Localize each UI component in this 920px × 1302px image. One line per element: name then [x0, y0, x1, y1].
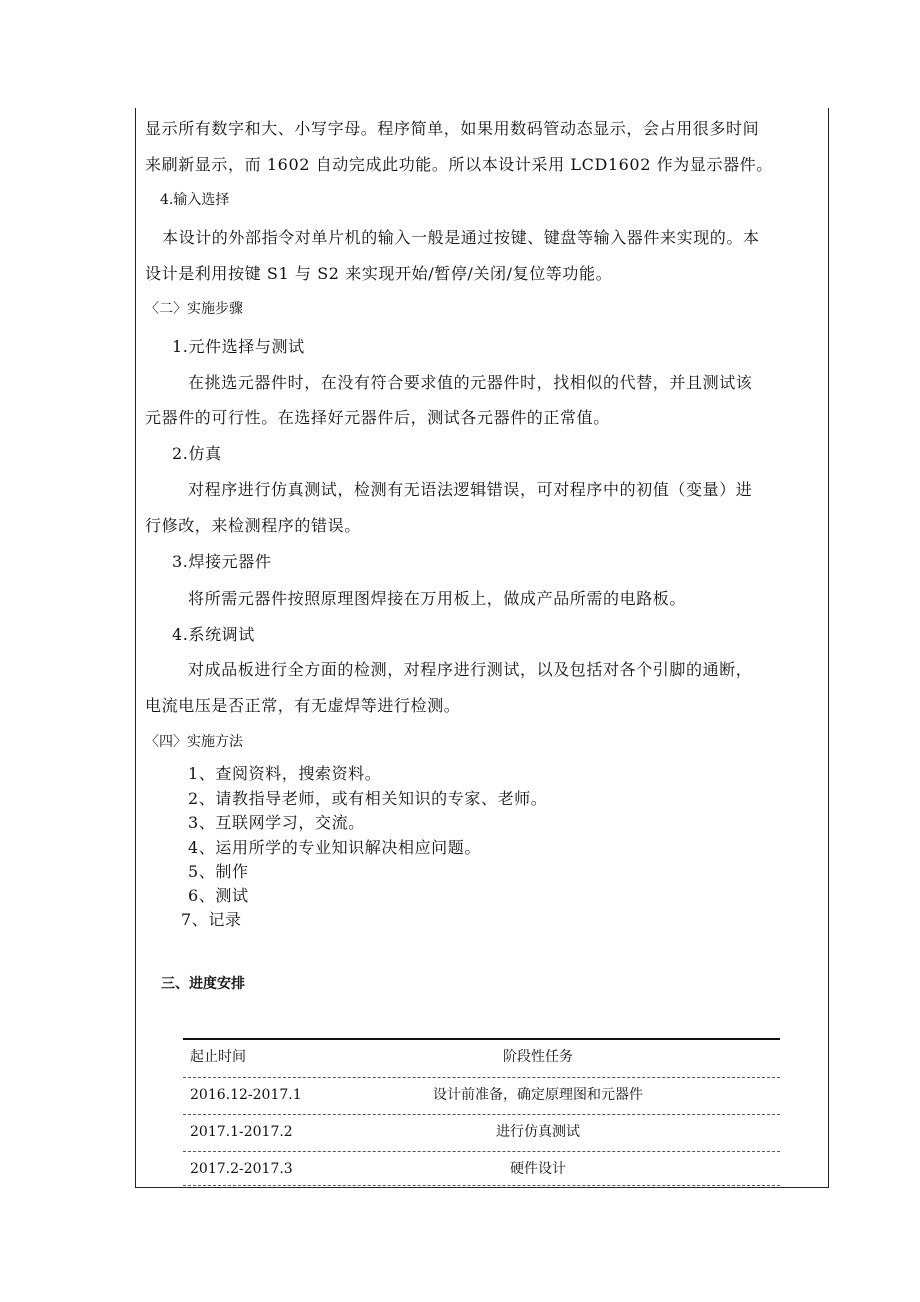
- paragraph-line: 电流电压是否正常，有无虚焊等进行检测。: [145, 696, 461, 715]
- method-item: 3、互联网学习，交流。: [188, 813, 365, 832]
- table-header-time: 起止时间: [190, 1049, 246, 1065]
- paragraph-line: 来刷新显示，而 1602 自动完成此功能。所以本设计采用 LCD1602 作为显示器件。: [145, 155, 773, 174]
- table-cell-time: 2017.1-2017.2: [190, 1124, 293, 1140]
- step-heading-3: 3.焊接元器件: [172, 552, 272, 571]
- paragraph-line: 对成品板进行全方面的检测，对程序进行测试，以及包括对各个引脚的通断，: [188, 660, 753, 679]
- step-heading-2: 2.仿真: [172, 444, 222, 463]
- paragraph-line: 行修改，来检测程序的错误。: [145, 516, 361, 535]
- method-item: 7、记录: [181, 910, 242, 929]
- table-top-rule: [183, 1038, 780, 1040]
- step-heading-1: 1.元件选择与测试: [172, 337, 305, 356]
- table-cell-time: 2017.2-2017.3: [190, 1161, 293, 1177]
- table-divider: [183, 1185, 780, 1186]
- table-cell-task: 设计前准备，确定原理图和元器件: [433, 1087, 643, 1103]
- paragraph-line: 设计是利用按键 S1 与 S2 来实现开始/暂停/关闭/复位等功能。: [145, 264, 613, 283]
- section-heading-steps: 〈二〉实施步骤: [145, 301, 243, 317]
- paragraph-line: 在挑选元器件时，在没有符合要求值的元器件时，找相似的代替，并且测试该: [188, 373, 753, 392]
- table-cell-task: 硬件设计: [510, 1161, 566, 1177]
- section-heading-methods: 〈四〉实施方法: [145, 734, 243, 750]
- method-item: 1、查阅资料，搜索资料。: [188, 764, 382, 783]
- step-heading-4: 4.系统调试: [172, 625, 255, 644]
- paragraph-line: 元器件的可行性。在选择好元器件后，测试各元器件的正常值。: [145, 408, 610, 427]
- section-heading-schedule: 三、进度安排: [161, 976, 245, 992]
- paragraph-line: 将所需元器件按照原理图焊接在万用板上，做成产品所需的电路板。: [188, 589, 687, 608]
- subsection-heading-input: 4.输入选择: [160, 192, 230, 208]
- table-cell-time: 2016.12-2017.1: [190, 1087, 302, 1103]
- table-divider: [183, 1151, 780, 1152]
- method-item: 2、请教指导老师，或有相关知识的专家、老师。: [188, 789, 548, 808]
- method-item: 5、制作: [188, 862, 249, 881]
- paragraph-line: 对程序进行仿真测试，检测有无语法逻辑错误，可对程序中的初值（变量）进: [188, 480, 753, 499]
- table-divider: [183, 1077, 780, 1078]
- method-item: 4、运用所学的专业知识解决相应问题。: [188, 838, 481, 857]
- table-divider: [183, 1114, 780, 1115]
- table-header-task: 阶段性任务: [503, 1049, 573, 1065]
- method-item: 6、测试: [188, 886, 249, 905]
- table-cell-task: 进行仿真测试: [496, 1124, 580, 1140]
- paragraph-line: 本设计的外部指令对单片机的输入一般是通过按键、键盘等输入器件来实现的。本: [162, 228, 760, 247]
- paragraph-line: 显示所有数字和大、小写字母。程序简单，如果用数码管动态显示，会占用很多时间: [145, 119, 760, 138]
